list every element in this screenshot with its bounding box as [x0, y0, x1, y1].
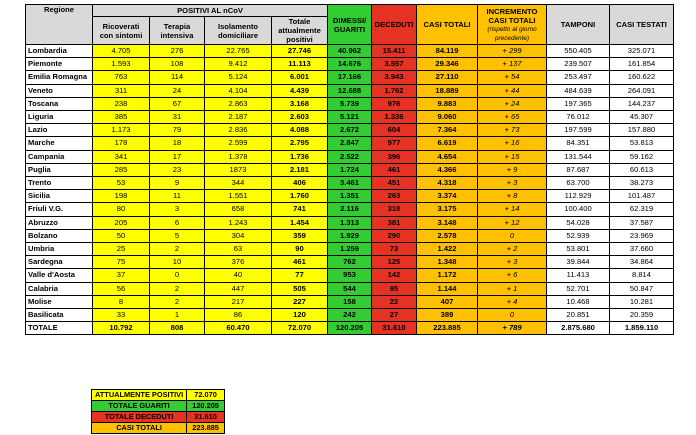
- cell-isolamento: 1.243: [205, 216, 272, 229]
- cell-isolamento: 40: [205, 269, 272, 282]
- cell-tamponi: 112.929: [547, 190, 610, 203]
- cell-casi: 3.148: [417, 216, 478, 229]
- cell-deceduti: 604: [372, 124, 417, 137]
- cell-ricoverati: 53: [93, 177, 150, 190]
- cell-dimessi: 40.962: [328, 45, 372, 58]
- cell-deceduti: 125: [372, 256, 417, 269]
- cell-isolamento: 1873: [205, 163, 272, 176]
- cell-isolamento: 304: [205, 229, 272, 242]
- cell-casi: 7.364: [417, 124, 478, 137]
- cell-dimessi: 544: [328, 282, 372, 295]
- header-positivi-group: POSITIVI AL nCoV: [93, 5, 328, 17]
- cell-incremento: + 3: [478, 177, 547, 190]
- cell-terapia: 31: [150, 111, 205, 124]
- cell-terapia: 10: [150, 256, 205, 269]
- cell-deceduti: 73: [372, 243, 417, 256]
- cell-testati: 10.281: [610, 295, 674, 308]
- cell-regione: Friuli V.G.: [26, 203, 93, 216]
- cell-incremento: 0: [478, 229, 547, 242]
- cell-tamponi: 84.351: [547, 137, 610, 150]
- cell-ricoverati: 8: [93, 295, 150, 308]
- cell-dimessi: 158: [328, 295, 372, 308]
- cell-isolamento: 9.412: [205, 58, 272, 71]
- cell-totale: 2.603: [272, 111, 328, 124]
- cell-ricoverati: 25: [93, 243, 150, 256]
- cell-casi: 1.144: [417, 282, 478, 295]
- cell-totale: 1.736: [272, 150, 328, 163]
- cell-regione: Emilia Romagna: [26, 71, 93, 84]
- table-row: [26, 150, 674, 163]
- cell-ricoverati: 50: [93, 229, 150, 242]
- cell-regione: Abruzzo: [26, 216, 93, 229]
- cell-regione: Bolzano: [26, 229, 93, 242]
- cell-deceduti: 318: [372, 203, 417, 216]
- cell-casi: 4.366: [417, 163, 478, 176]
- cell-totale: 741: [272, 203, 328, 216]
- summary-box: [91, 389, 225, 434]
- cell-incremento: + 4: [478, 295, 547, 308]
- summary-value: 31.610: [187, 412, 225, 423]
- cell-ricoverati: 178: [93, 137, 150, 150]
- cell-testati: 101.487: [610, 190, 674, 203]
- cell-ricoverati: 285: [93, 163, 150, 176]
- cell-terapia: 9: [150, 177, 205, 190]
- cell-incremento: + 137: [478, 58, 547, 71]
- cell-casi: 27.110: [417, 71, 478, 84]
- cell-dimessi: 5.121: [328, 111, 372, 124]
- summary-label: TOTALE DECEDUTI: [92, 412, 187, 423]
- table-row: [26, 177, 674, 190]
- cell-isolamento: 4.104: [205, 84, 272, 97]
- cell-testati: 59.162: [610, 150, 674, 163]
- cell-ricoverati: 763: [93, 71, 150, 84]
- cell-isolamento: 1.551: [205, 190, 272, 203]
- cell-casi: 29.346: [417, 58, 478, 71]
- cell-dimessi: 5.739: [328, 97, 372, 110]
- cell-totale: 359: [272, 229, 328, 242]
- cell-regione: Veneto: [26, 84, 93, 97]
- cell-isolamento: 60.470: [205, 322, 272, 335]
- cell-testati: 160.622: [610, 71, 674, 84]
- cell-totale: 72.070: [272, 322, 328, 335]
- cell-terapia: 23: [150, 163, 205, 176]
- cell-isolamento: 217: [205, 295, 272, 308]
- cell-ricoverati: 341: [93, 150, 150, 163]
- cell-totale: 11.113: [272, 58, 328, 71]
- cell-totale: 120: [272, 309, 328, 322]
- summary-body: [92, 390, 225, 434]
- cell-casi: 9.883: [417, 97, 478, 110]
- cell-incremento: + 789: [478, 322, 547, 335]
- cell-incremento: + 2: [478, 243, 547, 256]
- cell-dimessi: 1.929: [328, 229, 372, 242]
- cell-isolamento: 376: [205, 256, 272, 269]
- cell-incremento: + 73: [478, 124, 547, 137]
- cell-testati: 20.359: [610, 309, 674, 322]
- cell-testati: 45.307: [610, 111, 674, 124]
- cell-incremento: + 12: [478, 216, 547, 229]
- cell-tamponi: 253.497: [547, 71, 610, 84]
- cell-dimessi: 762: [328, 256, 372, 269]
- table-row: [26, 229, 674, 242]
- cell-deceduti: 976: [372, 97, 417, 110]
- cell-totale: 4.439: [272, 84, 328, 97]
- summary-row: [92, 423, 225, 434]
- cell-tamponi: 52.939: [547, 229, 610, 242]
- cell-tamponi: 550.405: [547, 45, 610, 58]
- cell-regione: Valle d'Aosta: [26, 269, 93, 282]
- cell-deceduti: 451: [372, 177, 417, 190]
- cell-terapia: 1: [150, 309, 205, 322]
- cell-terapia: 18: [150, 137, 205, 150]
- cell-deceduti: 461: [372, 163, 417, 176]
- cell-incremento: + 8: [478, 190, 547, 203]
- cell-testati: 34.864: [610, 256, 674, 269]
- header-isolamento: Isolamento domiciliare: [205, 17, 272, 45]
- table-row: [26, 111, 674, 124]
- cell-isolamento: 1.378: [205, 150, 272, 163]
- cell-tamponi: 20.851: [547, 309, 610, 322]
- header-row-group: [26, 5, 674, 17]
- cell-testati: 37.660: [610, 243, 674, 256]
- cell-terapia: 114: [150, 71, 205, 84]
- summary-value: 120.205: [187, 401, 225, 412]
- summary-row: [92, 401, 225, 412]
- cell-totale: 2.795: [272, 137, 328, 150]
- cell-regione: Trento: [26, 177, 93, 190]
- cell-tamponi: 100.400: [547, 203, 610, 216]
- cell-tamponi: 10.468: [547, 295, 610, 308]
- cell-terapia: 79: [150, 124, 205, 137]
- cell-testati: 325.071: [610, 45, 674, 58]
- cell-testati: 23.969: [610, 229, 674, 242]
- table-row: [26, 269, 674, 282]
- cell-isolamento: 63: [205, 243, 272, 256]
- cell-casi: 84.119: [417, 45, 478, 58]
- cell-testati: 157.880: [610, 124, 674, 137]
- cell-ricoverati: 198: [93, 190, 150, 203]
- cell-dimessi: 14.676: [328, 58, 372, 71]
- cell-isolamento: 22.765: [205, 45, 272, 58]
- cell-ricoverati: 238: [93, 97, 150, 110]
- cell-isolamento: 86: [205, 309, 272, 322]
- summary-label: ATTUALMENTE POSITIVI: [92, 390, 187, 401]
- cell-testati: 37.587: [610, 216, 674, 229]
- cell-regione: Campania: [26, 150, 93, 163]
- cell-totale: 27.746: [272, 45, 328, 58]
- cell-regione: Liguria: [26, 111, 93, 124]
- cell-isolamento: 658: [205, 203, 272, 216]
- cell-totale: 3.168: [272, 97, 328, 110]
- cell-terapia: 17: [150, 150, 205, 163]
- cell-incremento: + 9: [478, 163, 547, 176]
- cell-regione: Puglia: [26, 163, 93, 176]
- cell-isolamento: 447: [205, 282, 272, 295]
- cell-incremento: + 65: [478, 111, 547, 124]
- table-row: [26, 309, 674, 322]
- cell-deceduti: 31.610: [372, 322, 417, 335]
- cell-dimessi: 2.116: [328, 203, 372, 216]
- summary-row: [92, 412, 225, 423]
- header-incremento-sub: (rispetto al giorno precedente): [487, 25, 537, 42]
- cell-deceduti: 263: [372, 190, 417, 203]
- cell-tamponi: 2.875.680: [547, 322, 610, 335]
- summary-label: CASI TOTALI: [92, 423, 187, 434]
- header-casi-testati: CASI TESTATI: [610, 5, 674, 45]
- cell-casi: 6.619: [417, 137, 478, 150]
- cell-dimessi: 1.259: [328, 243, 372, 256]
- cell-regione: Basilicata: [26, 309, 93, 322]
- cell-tamponi: 11.413: [547, 269, 610, 282]
- table-row: [26, 256, 674, 269]
- cell-dimessi: 1.724: [328, 163, 372, 176]
- table-row: [26, 190, 674, 203]
- table-row: [26, 243, 674, 256]
- cell-terapia: 2: [150, 282, 205, 295]
- header-terapia: Terapia intensiva: [150, 17, 205, 45]
- cell-regione: Calabria: [26, 282, 93, 295]
- table-row: [26, 295, 674, 308]
- cell-incremento: + 15: [478, 150, 547, 163]
- summary-value: 223.885: [187, 423, 225, 434]
- cell-totale: 461: [272, 256, 328, 269]
- cell-isolamento: 5.124: [205, 71, 272, 84]
- cell-ricoverati: 80: [93, 203, 150, 216]
- cell-terapia: 108: [150, 58, 205, 71]
- cell-regione: Umbria: [26, 243, 93, 256]
- cell-regione: Lazio: [26, 124, 93, 137]
- summary-value: 72.070: [187, 390, 225, 401]
- table-row: [26, 163, 674, 176]
- cell-ricoverati: 75: [93, 256, 150, 269]
- cell-regione: Toscana: [26, 97, 93, 110]
- table-row: [26, 84, 674, 97]
- cell-terapia: 2: [150, 243, 205, 256]
- cell-totale: 2.181: [272, 163, 328, 176]
- cell-dimessi: 120.205: [328, 322, 372, 335]
- cell-terapia: 808: [150, 322, 205, 335]
- cell-incremento: + 54: [478, 71, 547, 84]
- cell-incremento: + 6: [478, 269, 547, 282]
- cell-dimessi: 3.461: [328, 177, 372, 190]
- cell-terapia: 67: [150, 97, 205, 110]
- cell-deceduti: 1.336: [372, 111, 417, 124]
- header-incremento: [478, 5, 547, 45]
- cell-tamponi: 131.544: [547, 150, 610, 163]
- cell-incremento: + 14: [478, 203, 547, 216]
- cell-isolamento: 2.599: [205, 137, 272, 150]
- cell-casi: 1.422: [417, 243, 478, 256]
- cell-testati: 1.859.110: [610, 322, 674, 335]
- cell-tamponi: 52.701: [547, 282, 610, 295]
- cell-incremento: + 44: [478, 84, 547, 97]
- cell-ricoverati: 1.173: [93, 124, 150, 137]
- cell-isolamento: 344: [205, 177, 272, 190]
- cell-dimessi: 242: [328, 309, 372, 322]
- cell-dimessi: 953: [328, 269, 372, 282]
- cell-casi: 223.885: [417, 322, 478, 335]
- cell-ricoverati: 4.705: [93, 45, 150, 58]
- cell-deceduti: 3.557: [372, 58, 417, 71]
- header-ricoverati: Ricoverati con sintomi: [93, 17, 150, 45]
- cell-casi: 1.172: [417, 269, 478, 282]
- cell-dimessi: 1.351: [328, 190, 372, 203]
- cell-testati: 53.813: [610, 137, 674, 150]
- cell-terapia: 3: [150, 203, 205, 216]
- cell-deceduti: 27: [372, 309, 417, 322]
- cell-regione: Sardegna: [26, 256, 93, 269]
- header-totale-positivi: Totale attualmente positivi: [272, 17, 328, 45]
- table-body: [26, 45, 674, 335]
- cell-terapia: 11: [150, 190, 205, 203]
- cell-terapia: 24: [150, 84, 205, 97]
- cell-dimessi: 12.688: [328, 84, 372, 97]
- cell-terapia: 5: [150, 229, 205, 242]
- cell-regione: Molise: [26, 295, 93, 308]
- cell-testati: 144.237: [610, 97, 674, 110]
- cell-dimessi: 1.313: [328, 216, 372, 229]
- cell-totale: 90: [272, 243, 328, 256]
- cell-testati: 264.091: [610, 84, 674, 97]
- cell-incremento: + 16: [478, 137, 547, 150]
- cell-casi: 18.889: [417, 84, 478, 97]
- cell-totale: 1.760: [272, 190, 328, 203]
- cell-dimessi: 2.672: [328, 124, 372, 137]
- cell-testati: 161.854: [610, 58, 674, 71]
- cell-casi: 2.578: [417, 229, 478, 242]
- cell-totale: 4.088: [272, 124, 328, 137]
- cell-dimessi: 2.522: [328, 150, 372, 163]
- cell-deceduti: 22: [372, 295, 417, 308]
- cell-casi: 1.348: [417, 256, 478, 269]
- cell-testati: 62.319: [610, 203, 674, 216]
- cell-terapia: 2: [150, 295, 205, 308]
- cell-casi: 9.060: [417, 111, 478, 124]
- cell-incremento: + 24: [478, 97, 547, 110]
- cell-testati: 60.613: [610, 163, 674, 176]
- cell-ricoverati: 311: [93, 84, 150, 97]
- cell-ricoverati: 1.593: [93, 58, 150, 71]
- cell-deceduti: 396: [372, 150, 417, 163]
- cell-isolamento: 2.863: [205, 97, 272, 110]
- cell-terapia: 0: [150, 269, 205, 282]
- table-row: [26, 137, 674, 150]
- cell-regione: Lombardia: [26, 45, 93, 58]
- cell-regione: Sicilia: [26, 190, 93, 203]
- cell-totale: 6.001: [272, 71, 328, 84]
- cell-deceduti: 3.943: [372, 71, 417, 84]
- table-row: [26, 282, 674, 295]
- cell-casi: 3.175: [417, 203, 478, 216]
- cell-deceduti: 95: [372, 282, 417, 295]
- header-deceduti: DECEDUTI: [372, 5, 417, 45]
- cell-dimessi: 2.847: [328, 137, 372, 150]
- cell-deceduti: 15.411: [372, 45, 417, 58]
- cell-ricoverati: 10.792: [93, 322, 150, 335]
- cell-tamponi: 63.700: [547, 177, 610, 190]
- cell-tamponi: 484.639: [547, 84, 610, 97]
- cell-testati: 38.273: [610, 177, 674, 190]
- cell-tamponi: 76.012: [547, 111, 610, 124]
- table-row: [26, 71, 674, 84]
- cell-ricoverati: 385: [93, 111, 150, 124]
- table-row: [26, 124, 674, 137]
- cell-tamponi: 54.028: [547, 216, 610, 229]
- cell-ricoverati: 205: [93, 216, 150, 229]
- cell-deceduti: 142: [372, 269, 417, 282]
- cell-terapia: 6: [150, 216, 205, 229]
- table-row: [26, 58, 674, 71]
- cell-totale: 77: [272, 269, 328, 282]
- cell-casi: 407: [417, 295, 478, 308]
- cell-incremento: + 299: [478, 45, 547, 58]
- cell-casi: 389: [417, 309, 478, 322]
- cell-totale: 1.454: [272, 216, 328, 229]
- table-row: [26, 45, 674, 58]
- cell-tamponi: 197.365: [547, 97, 610, 110]
- header-casi-totali: CASI TOTALI: [417, 5, 478, 45]
- header-dimessi: DIMESSI/ GUARITI: [328, 5, 372, 45]
- cell-deceduti: 381: [372, 216, 417, 229]
- cell-deceduti: 1.762: [372, 84, 417, 97]
- header-tamponi: TAMPONI: [547, 5, 610, 45]
- cell-regione: TOTALE: [26, 322, 93, 335]
- cell-casi: 4.318: [417, 177, 478, 190]
- cell-incremento: 0: [478, 309, 547, 322]
- cell-ricoverati: 56: [93, 282, 150, 295]
- cell-isolamento: 2.187: [205, 111, 272, 124]
- cell-terapia: 276: [150, 45, 205, 58]
- cell-regione: Piemonte: [26, 58, 93, 71]
- cell-casi: 4.654: [417, 150, 478, 163]
- table-row: [26, 203, 674, 216]
- table-row: [26, 216, 674, 229]
- cell-testati: 50.847: [610, 282, 674, 295]
- cell-totale: 227: [272, 295, 328, 308]
- cell-totale: 406: [272, 177, 328, 190]
- cell-ricoverati: 37: [93, 269, 150, 282]
- summary-row: [92, 390, 225, 401]
- cell-incremento: + 1: [478, 282, 547, 295]
- cell-dimessi: 17.166: [328, 71, 372, 84]
- cell-isolamento: 2.836: [205, 124, 272, 137]
- cell-testati: 8.814: [610, 269, 674, 282]
- cell-regione: Marche: [26, 137, 93, 150]
- header-regione: Regione: [26, 5, 93, 45]
- cell-tamponi: 39.844: [547, 256, 610, 269]
- header-incremento-label: INCREMENTO CASI TOTALI: [486, 6, 538, 25]
- cell-tamponi: 53.801: [547, 243, 610, 256]
- cell-totale: 505: [272, 282, 328, 295]
- cell-ricoverati: 33: [93, 309, 150, 322]
- cell-deceduti: 290: [372, 229, 417, 242]
- cell-tamponi: 239.507: [547, 58, 610, 71]
- summary-label: TOTALE GUARITI: [92, 401, 187, 412]
- cell-tamponi: 197.599: [547, 124, 610, 137]
- cell-deceduti: 977: [372, 137, 417, 150]
- cell-tamponi: 87.687: [547, 163, 610, 176]
- covid-regional-table: [25, 4, 674, 335]
- total-row: [26, 322, 674, 335]
- cell-incremento: + 3: [478, 256, 547, 269]
- cell-casi: 3.374: [417, 190, 478, 203]
- table-row: [26, 97, 674, 110]
